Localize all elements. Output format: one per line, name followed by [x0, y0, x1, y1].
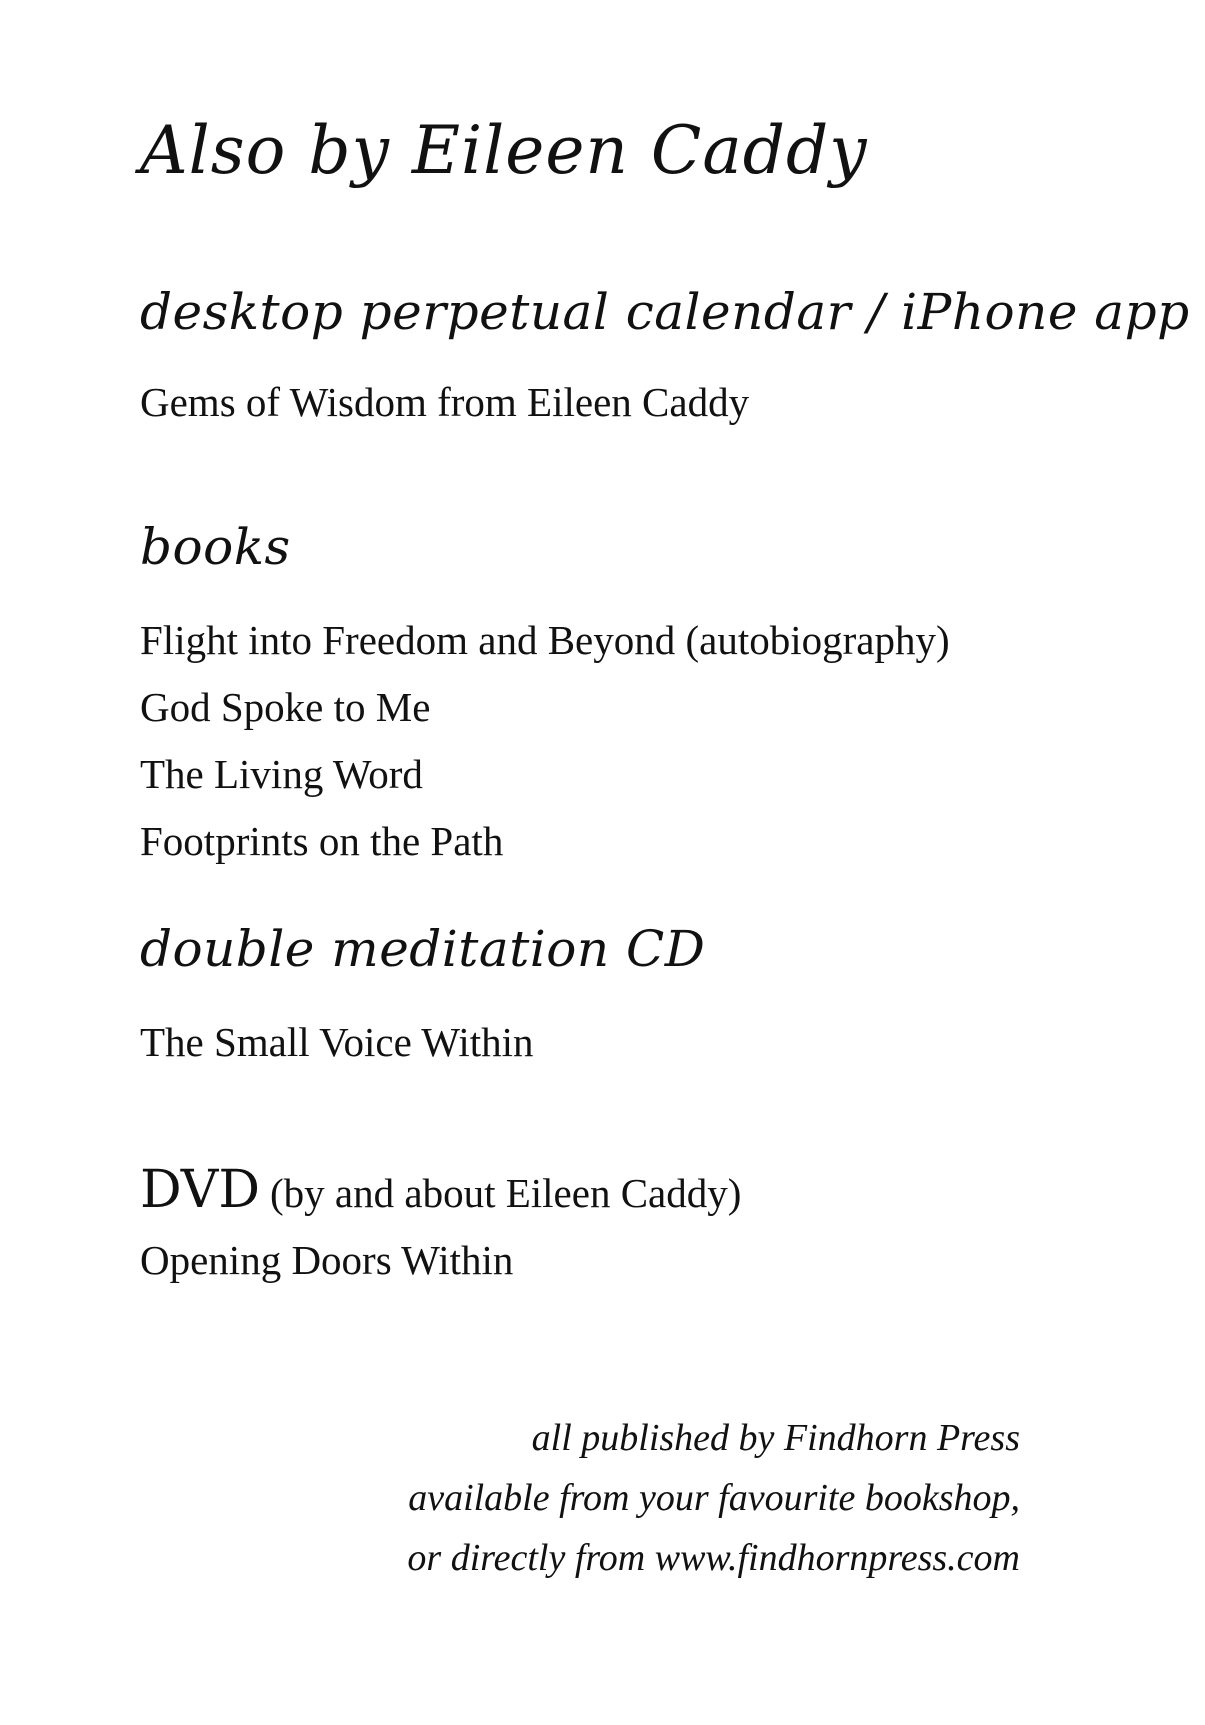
publisher-note — [407, 1408, 1020, 1588]
website-line: or directly from www.findhornpress.com — [407, 1537, 1020, 1579]
calendar-heading: desktop perpetual calendar / iPhone app — [140, 283, 1190, 341]
availability-line: available from your favourite bookshop, — [408, 1477, 1020, 1519]
cd-heading: double meditation CD — [140, 920, 706, 978]
calendar-item: Gems of Wisdom from Eileen Caddy — [140, 379, 750, 425]
book-item: Footprints on the Path — [140, 818, 504, 864]
book-item: God Spoke to Me — [140, 684, 431, 730]
dvd-note: (by and about Eileen Caddy) — [270, 1170, 742, 1216]
cd-item: The Small Voice Within — [140, 1019, 534, 1065]
dvd-heading-line — [140, 1160, 741, 1220]
book-item: Flight into Freedom and Beyond (autobiography) — [140, 617, 950, 663]
book-item: The Living Word — [140, 751, 423, 797]
dvd-heading: DVD — [140, 1160, 261, 1220]
dvd-item: Opening Doors Within — [140, 1237, 514, 1283]
books-heading: books — [140, 518, 291, 576]
publisher-line: all published by Findhorn Press — [531, 1417, 1020, 1459]
page-title: Also by Eileen Caddy — [140, 112, 868, 189]
